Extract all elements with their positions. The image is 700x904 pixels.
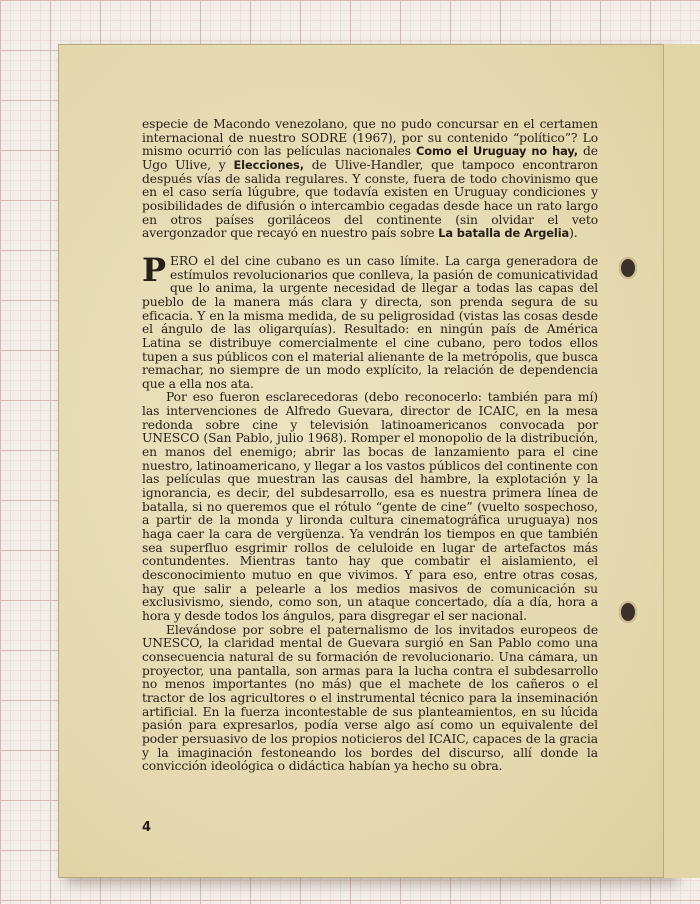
drop-cap: P — [142, 250, 166, 289]
paragraph-1-text-b: de Ugo Ulive, y — [142, 144, 598, 172]
paragraph-2-text: ERO el del cine cubano es un caso límite. La carga generadora de estímulos revolucionarios que conlleva, la pasión de comunicatividad que lo anima, la urgente necesidad de llegar a todas las capas del pueblo de la manera más clara y directa, son prenda segura de su eficacia. Y en la misma medida, de su peligrosidad (vistas las cosas desde el ángulo de las oligarquías). Resultado: en ningún país de América Latina se distribuye comercialmente el cine cubano, pero todos ellos tupen a sus públicos con el material alienante de la metrópolis, que busca remachar, no siempre de un modo explícito, la relación de dependencia que a ella nos ata. — [142, 253, 598, 391]
paragraph-1-text-a: especie de Macondo venezolano, que no pudo concursar en el certamen internacional de nuestro SODRE (1967), por su contenido “político”? Lo mismo ocurrió con las películas nacionales — [142, 117, 598, 159]
film-title-como-el-uruguay: Como el Uruguay no hay, — [415, 144, 579, 159]
adjacent-page-edge — [663, 44, 700, 878]
page-body-text — [142, 118, 598, 774]
film-title-batalla-de-argelia: La batalla de Argelia — [438, 226, 570, 241]
page-number: 4 — [142, 820, 152, 835]
film-title-elecciones: Elecciones, — [233, 157, 304, 172]
punch-hole-bottom — [619, 601, 637, 623]
paragraph-1-text-d: ). — [569, 226, 578, 241]
paragraph-4: Elevándose por sobre el paternalismo de los invitados europeos de UNESCO, la claridad mental de Guevara surgió en San Pablo como una consecuencia natural de su formación de revolucionario. Una cámara, un proyector, una pantalla, son armas para la lucha contra el subdesarrollo no menos importantes (no más) que el machete de los cañeros o el tractor de los agricultores o el instrumental técnico para la inseminación artificial. En la fuerza incontestable de sus planteamientos, en su lúcida pasión para expresarlos, podía verse algo así como un equivalente del poder persuasivo de los propios noticieros del ICAIC, capaces de la gracia y la imaginación festoneando los bordes del discurso, allí donde la convicción ideológica o didáctica habían ya hecho su obra. — [142, 622, 598, 774]
paragraph-3: Por eso fueron esclarecedoras (debo reconocerlo: también para mí) las intervenciones de Alfredo Guevara, director de ICAIC, en la mesa redonda sobre cine y televisión latinoamericanos convocada por UNESCO (San Pablo, julio 1968). Romper el monopolio de la distribución, en manos del enemigo; abrir las bocas de lanzamiento para el cine nuestro, latinoamericano, y llegar a los vastos públicos del continente con las películas que muestran las causas del hambre, la explotación y la ignorancia, es decir, del subdesarrollo, esa es nuestra primera línea de batalla, si no queremos que el rótulo “gente de cine” (vuelto sospechoso, a partir de la monda y lironda cultura cinematográfica uruguaya) nos haga caer la cara de vergüenza. Ya vendrán los tiempos en que también sea superfluo esgrimir rollos de celuloide en lugar de artefactos más contundentes. Mientras tanto hay que combatir el aislamiento, el desconocimiento mutuo en que vivimos. Y para eso, entre otras cosas, hay que salir a pelearle a los medios masivos de comunicación su exclusivismo, siendo, como son, un ataque concertado, día a día, hora a hora y desde todos los ángulos, para disgregar el ser nacional. — [142, 390, 598, 623]
paragraph-1 — [142, 118, 598, 241]
paragraph-2 — [142, 250, 598, 392]
paragraph-1-text-c: de Ulive-Handler, que tampoco encontraron después vías de salida regulares. Y conste, fuera de todo chovinismo que en el caso sería lúgubre, que todavía existen en Uruguay condiciones y posibilidades de difusión o intercambio cegadas desde hace un rato largo en otros países goriláceos del continente (sin olvidar el veto avergonzador que recayó en nuestro país sobre — [142, 157, 599, 241]
punch-hole-top — [619, 257, 637, 279]
